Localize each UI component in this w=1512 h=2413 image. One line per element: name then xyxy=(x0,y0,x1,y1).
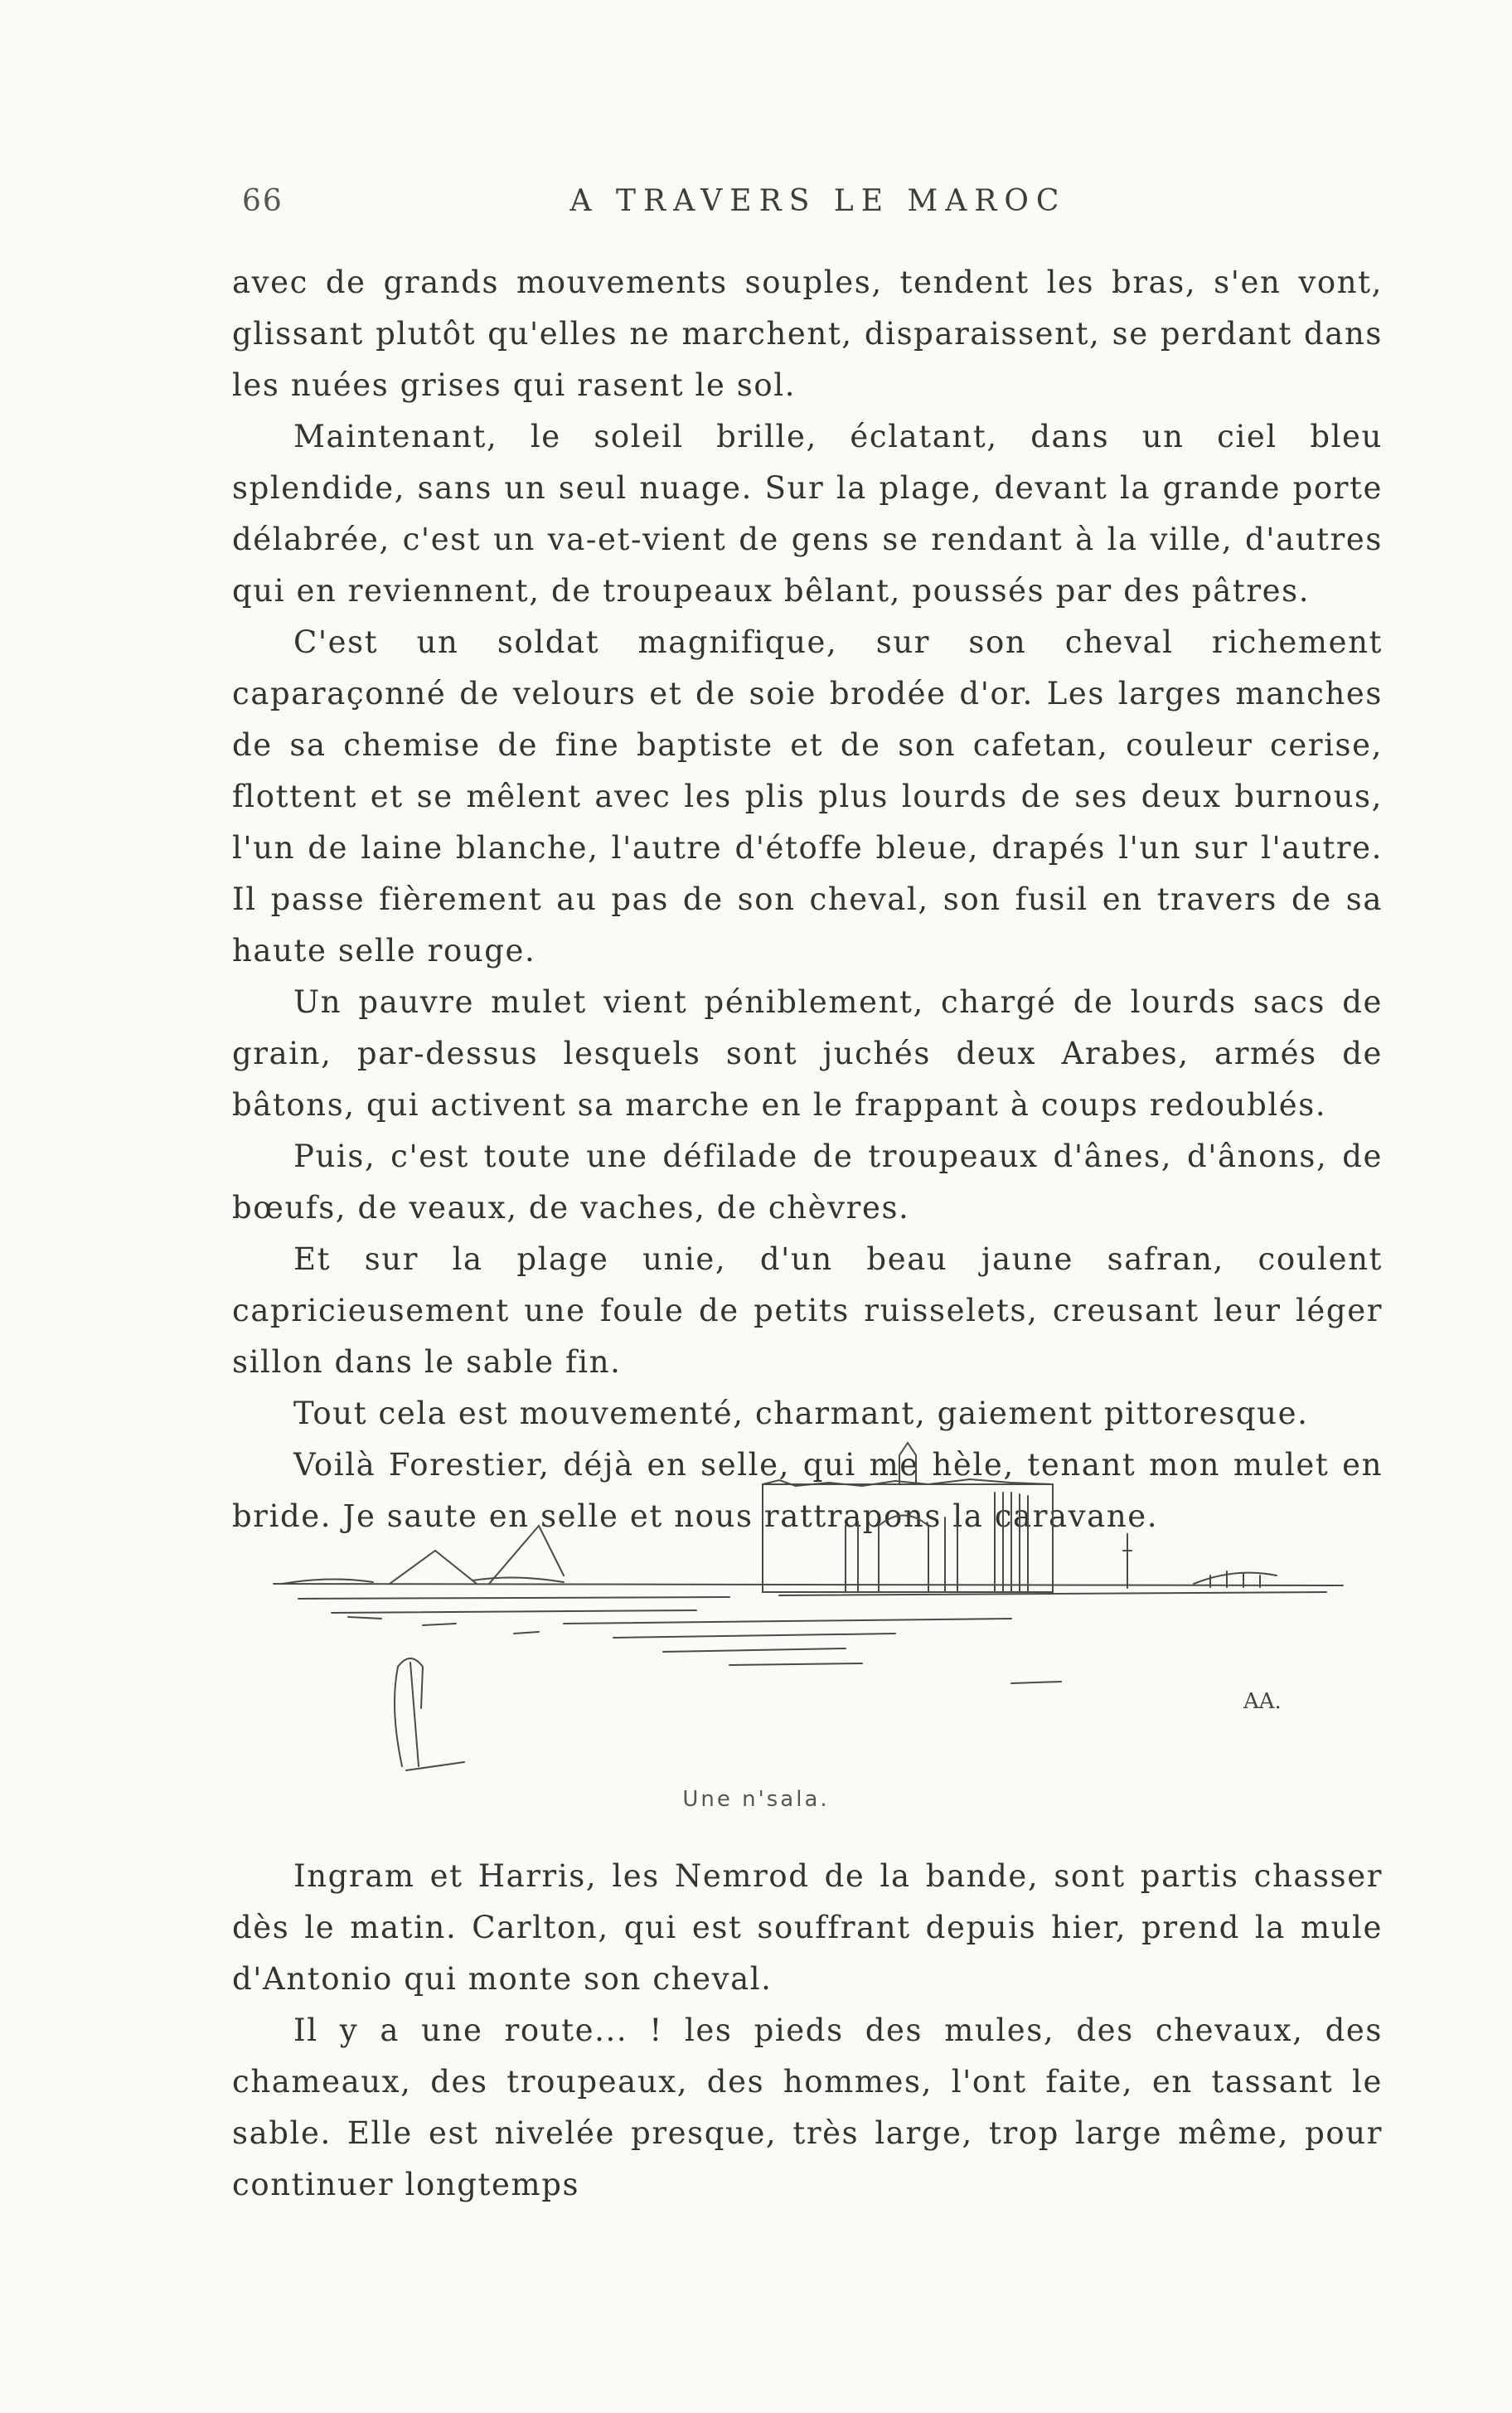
distant-tent xyxy=(390,1551,477,1584)
paragraph: Tout cela est mouvementé, charmant, gaiement pittoresque. xyxy=(293,1396,1309,1431)
walled-enclosure xyxy=(763,1484,1053,1592)
paragraph: avec de grands mouvements souples, tendent les bras, s'en vont, glissant plutôt qu'elles ne marchent, disparaissent, se perdant dans les nuées grises qui rasent le sol. xyxy=(232,265,1383,403)
hatching xyxy=(995,1493,1028,1592)
page-number: 66 xyxy=(242,184,284,218)
paragraph: Ingram et Harris, les Nemrod de la bande, sont partis chasser dès le matin. Carlton, qui est souffrant depuis hier, prend la mule d'Antonio qui monte son cheval. xyxy=(232,1858,1383,1997)
running-title: A TRAVERS LE MAROC xyxy=(569,184,1067,218)
horizon-line xyxy=(274,1584,1343,1585)
figure-shadow xyxy=(406,1762,464,1770)
paragraph: Voilà Forestier, déjà en selle, qui me hèle, tenant mon mulet en bride. Je saute en selle et nous rattrapons la caravane. xyxy=(232,1447,1383,1534)
dunes xyxy=(282,1577,564,1584)
running-header xyxy=(242,184,1394,234)
body-text-after-illustration xyxy=(232,1851,1383,2211)
paragraph: Un pauvre mulet vient péniblement, chargé de lourds sacs de grain, par-dessus lesquels sont juchés deux Arabes, armés de bâtons, qui activent sa marche en le frappant à coups redoublés. xyxy=(232,984,1383,1123)
beach-line xyxy=(298,1592,1326,1599)
paragraph: Il y a une route... ! les pieds des mules, des chevaux, des chameaux, des troupeaux, des hommes, l'ont faite, en tassant le sable. Elle est nivelée presque, très large, trop large même, pour continuer longtemps xyxy=(232,2012,1383,2202)
paragraph: Puis, c'est toute une défilade de troupeaux d'ânes, d'ânons, de bœufs, de veaux, de vaches, de chèvres. xyxy=(232,1139,1383,1226)
paragraph: Maintenant, le soleil brille, éclatant, dans un ciel bleu splendide, sans un seul nuage. Sur la plage, devant la grande porte délabrée, c'est un va-et-vient de gens se rendant à la ville, d'autres qui en reviennent, de troupeaux bêlant, poussés par des pâtres. xyxy=(232,419,1383,609)
figures-at-gate xyxy=(846,1517,957,1592)
tower xyxy=(899,1443,916,1484)
paragraph: Et sur la plage unie, d'un beau jaune safran, coulent capricieusement une foule de petits ruisselets, creusant leur léger sillon dans le sable fin. xyxy=(232,1241,1383,1380)
foreground-figure xyxy=(395,1658,423,1766)
nsala-illustration xyxy=(265,1435,1359,1783)
shore-line xyxy=(332,1610,1011,1624)
standing-figure xyxy=(1123,1534,1132,1588)
wave-lines xyxy=(613,1634,895,1665)
body-text-before-illustration xyxy=(232,257,1383,1542)
distant-tent xyxy=(489,1526,564,1584)
doorway xyxy=(879,1516,928,1593)
figure-caption: Une n'sala. xyxy=(682,1787,830,1812)
paragraph: C'est un soldat magnifique, sur son cheval richement caparaçonné de velours et de soie brodée d'or. Les larges manches de sa chemise de fine baptiste et de son cafetan, couleur cerise, flottent et se mêlent avec les plis plus lourds de ses deux burnous, l'un de laine blanche, l'autre d'étoffe bleue, drapés l'un sur l'autre. Il passe fièrement au pas de son cheval, son fusil en travers de sa haute selle rouge. xyxy=(232,624,1383,969)
artist-signature: AA. xyxy=(1243,1689,1282,1714)
scattered-marks xyxy=(348,1617,1061,1683)
